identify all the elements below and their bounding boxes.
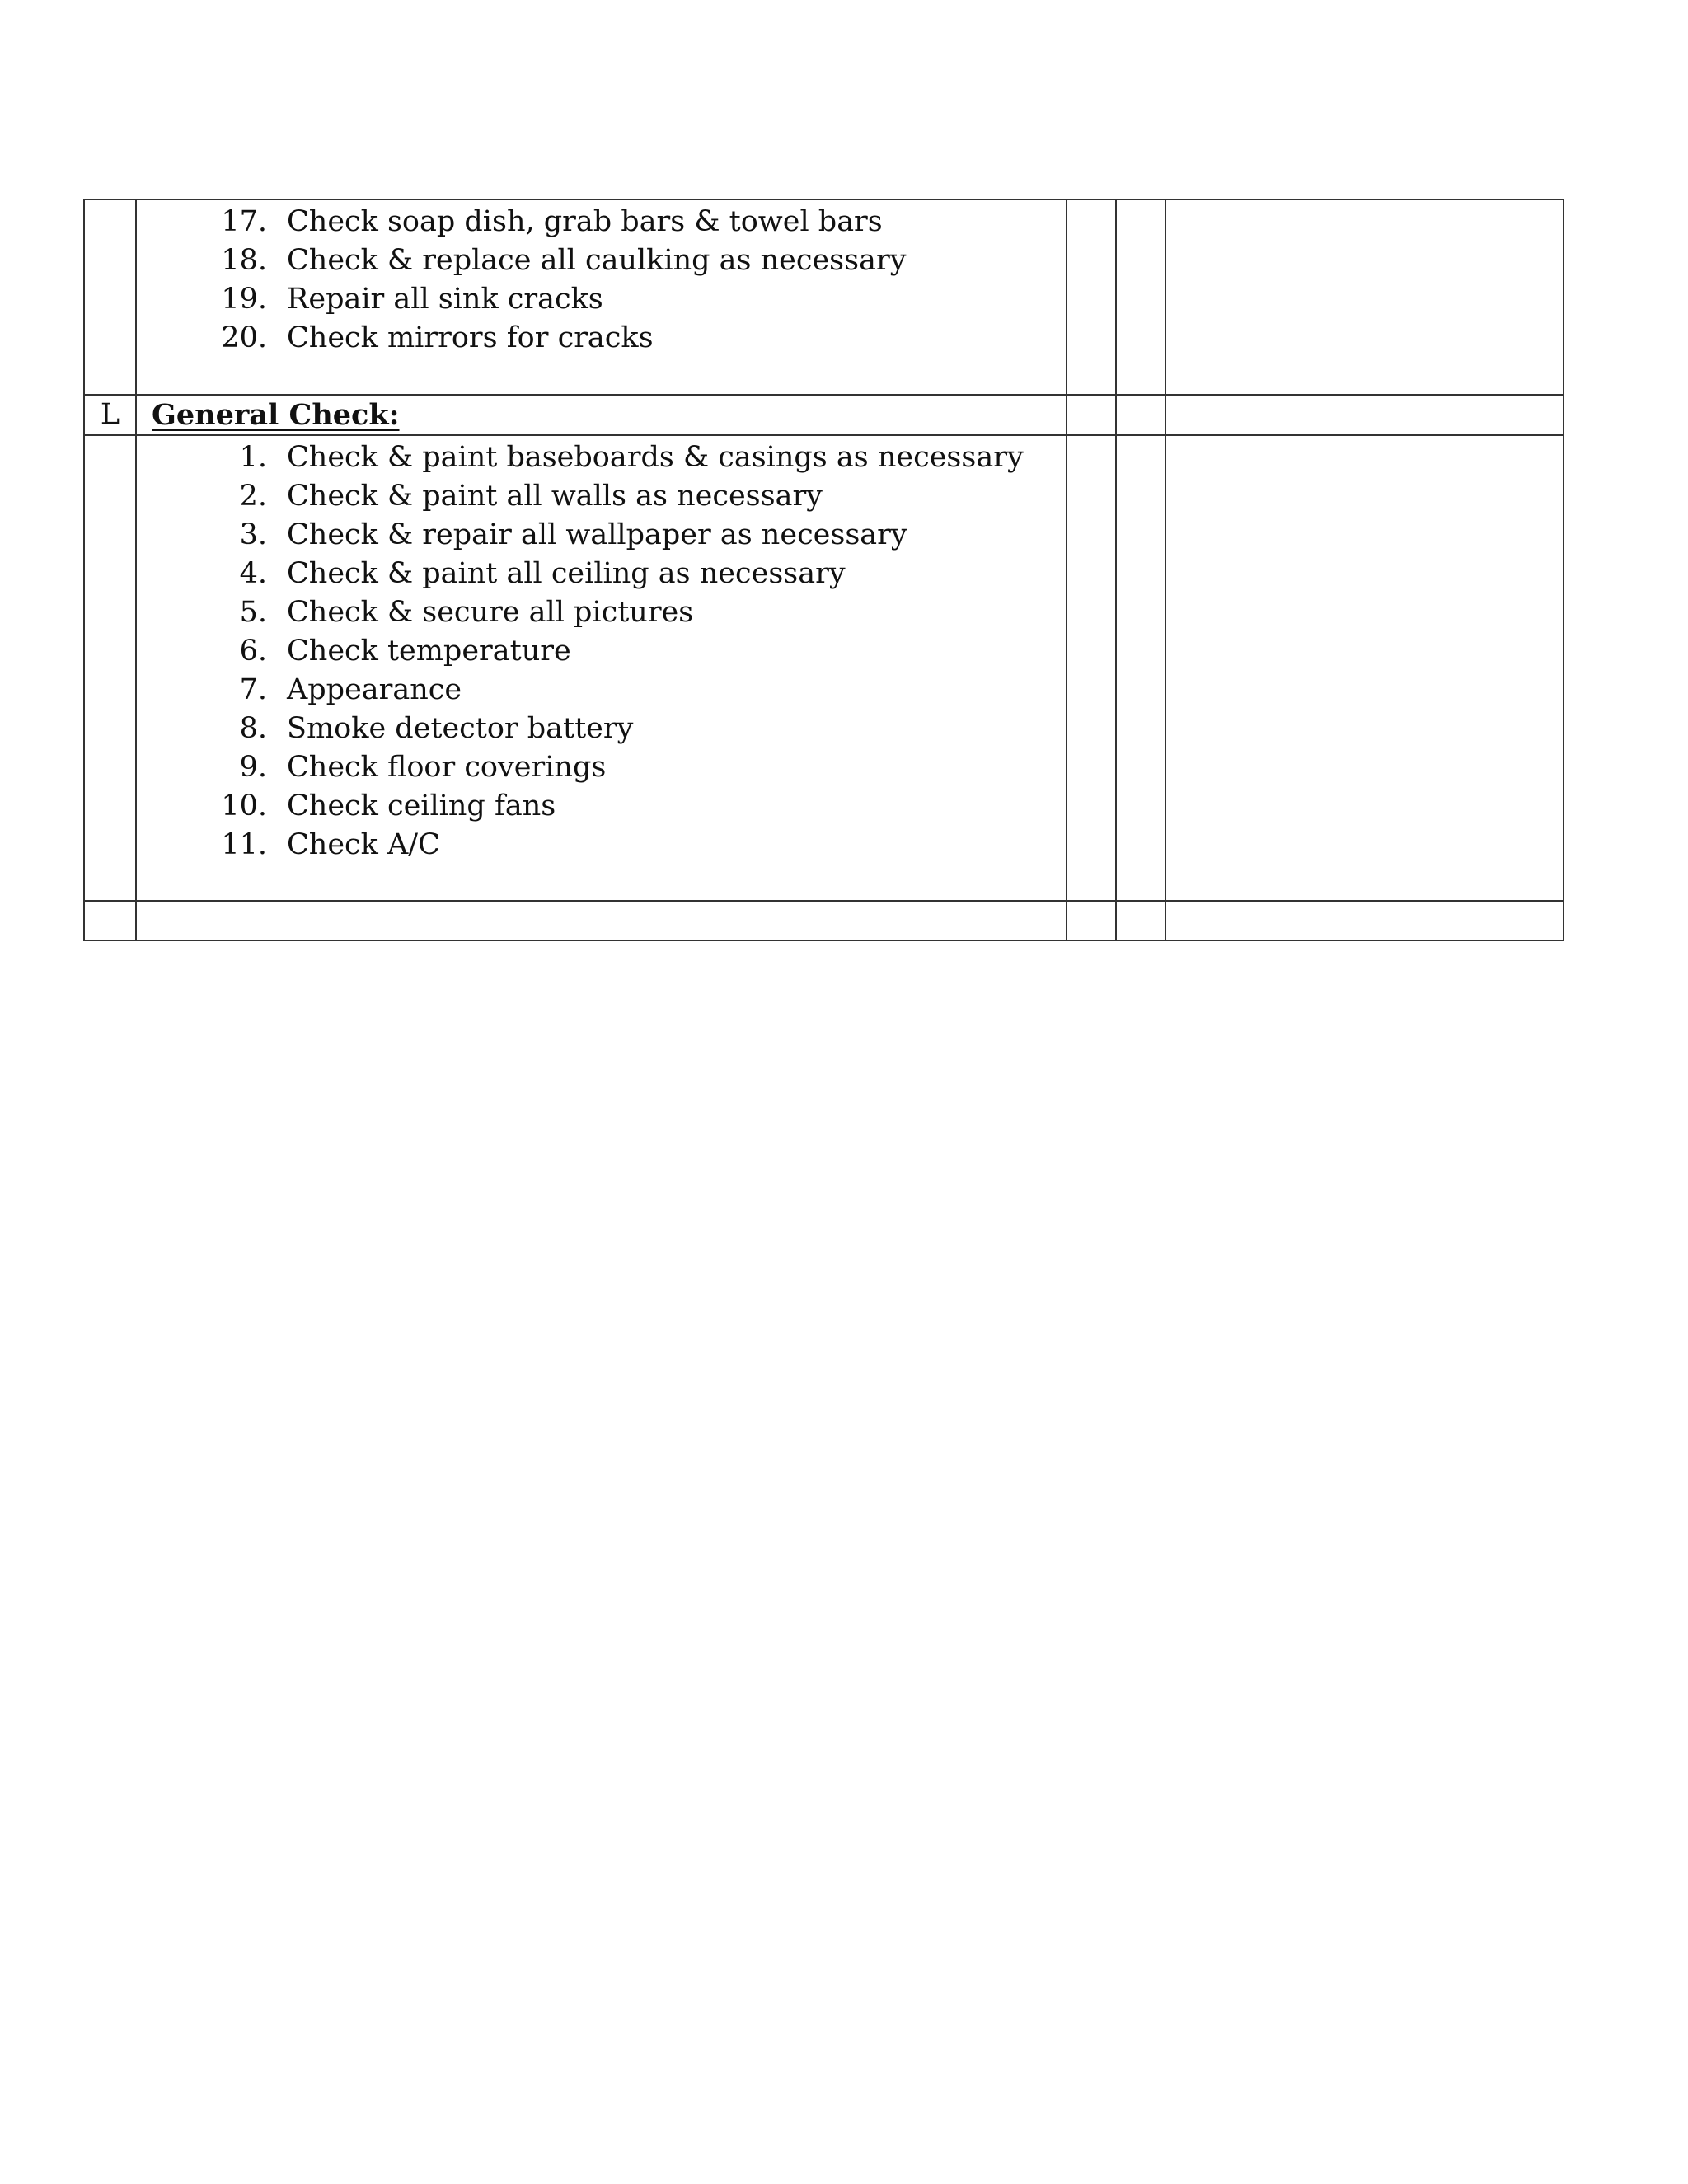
table-row	[84, 435, 1564, 901]
section-letter-cell	[84, 435, 136, 901]
task-list	[137, 438, 1066, 865]
item-number: 1.	[239, 441, 267, 474]
item-text: Check A/C	[287, 828, 440, 861]
item-text: Check soap dish, grab bars & towel bars	[287, 205, 883, 238]
task-list-cell	[136, 435, 1067, 901]
list-item	[137, 516, 1066, 555]
list-item	[137, 555, 1066, 593]
item-text: Check & paint baseboards & casings as necessary	[287, 441, 1024, 474]
item-number: 8.	[239, 712, 267, 745]
item-text: Check & paint all ceiling as necessary	[287, 557, 846, 590]
notes-cell	[1165, 199, 1564, 395]
section-letter-cell	[84, 901, 136, 940]
section-letter-cell: L	[84, 395, 136, 435]
table-row	[84, 199, 1564, 395]
check-cell	[1067, 199, 1116, 395]
list-item	[137, 593, 1066, 632]
list-item	[137, 477, 1066, 516]
item-number: 11.	[221, 828, 267, 861]
item-number: 7.	[239, 673, 267, 706]
item-text: Check & secure all pictures	[287, 596, 694, 629]
table-row	[84, 395, 1564, 435]
item-text: Check temperature	[287, 635, 571, 668]
item-number: 10.	[221, 790, 267, 823]
item-text: Check & replace all caulking as necessary	[287, 244, 907, 277]
item-text: Check & paint all walls as necessary	[287, 480, 823, 513]
item-number: 9.	[239, 751, 267, 784]
section-heading-cell	[136, 395, 1067, 435]
list-item	[137, 748, 1066, 787]
task-list-cell	[136, 199, 1067, 395]
task-list	[137, 203, 1066, 358]
inspection-checklist-table	[83, 199, 1564, 941]
item-number: 17.	[221, 205, 267, 238]
item-number: 20.	[221, 321, 267, 354]
check-cell	[1067, 395, 1116, 435]
list-item	[137, 319, 1066, 358]
table-row	[84, 901, 1564, 940]
list-item	[137, 280, 1066, 319]
item-number: 4.	[239, 557, 267, 590]
item-text: Appearance	[287, 673, 462, 706]
item-text: Check mirrors for cracks	[287, 321, 654, 354]
notes-cell	[1165, 395, 1564, 435]
check-cell	[1116, 395, 1165, 435]
list-item	[137, 632, 1066, 671]
item-text: Repair all sink cracks	[287, 283, 603, 316]
item-number: 5.	[239, 596, 267, 629]
list-item	[137, 710, 1066, 748]
item-text: Check ceiling fans	[287, 790, 556, 823]
check-cell	[1067, 435, 1116, 901]
notes-cell	[1165, 435, 1564, 901]
check-cell	[1116, 901, 1165, 940]
check-cell	[1116, 435, 1165, 901]
list-item	[137, 438, 1066, 477]
item-text: Smoke detector battery	[287, 712, 634, 745]
item-number: 19.	[221, 283, 267, 316]
list-item	[137, 826, 1066, 865]
list-item	[137, 203, 1066, 241]
section-heading: General Check:	[152, 398, 400, 432]
item-number: 6.	[239, 635, 267, 668]
list-item	[137, 787, 1066, 826]
task-list-cell	[136, 901, 1067, 940]
list-item	[137, 241, 1066, 280]
item-number: 18.	[221, 244, 267, 277]
item-number: 3.	[239, 518, 267, 551]
list-item	[137, 671, 1066, 710]
notes-cell	[1165, 901, 1564, 940]
check-cell	[1067, 901, 1116, 940]
section-letter-cell	[84, 199, 136, 395]
item-number: 2.	[239, 480, 267, 513]
check-cell	[1116, 199, 1165, 395]
item-text: Check & repair all wallpaper as necessary	[287, 518, 907, 551]
item-text: Check floor coverings	[287, 751, 607, 784]
